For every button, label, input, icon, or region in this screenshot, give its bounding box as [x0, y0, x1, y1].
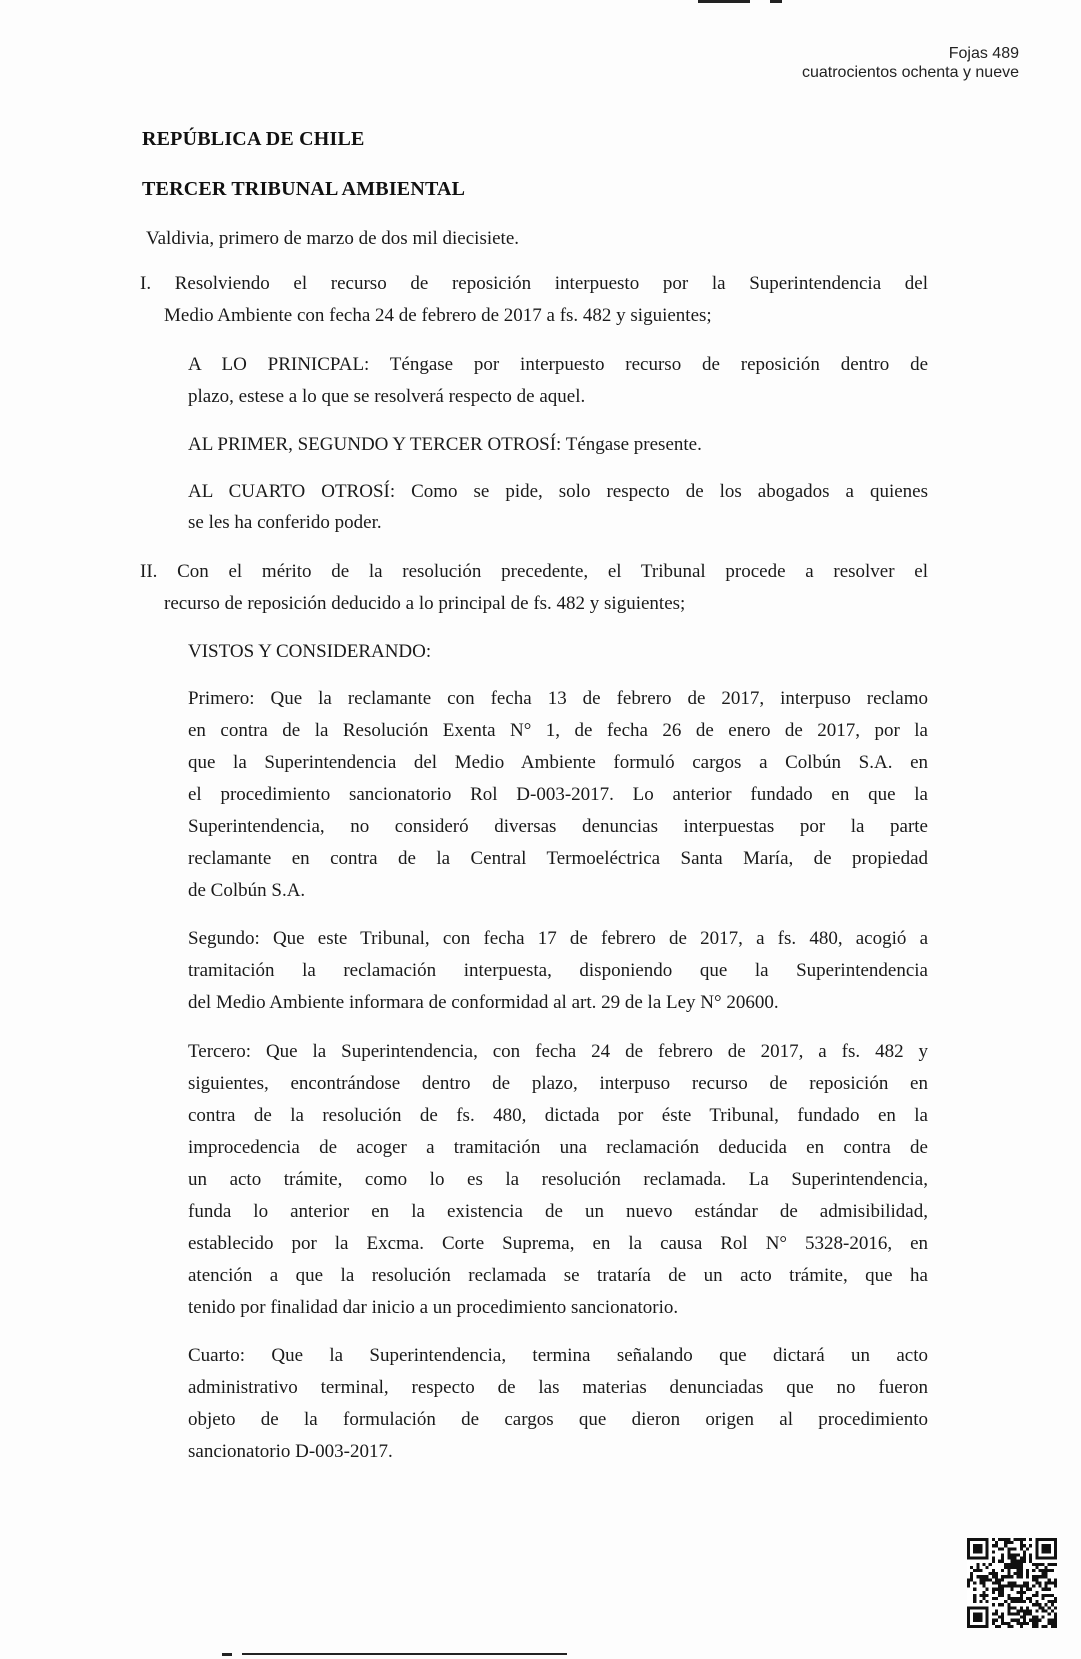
tercero-line: un acto trámite, como lo es la resolución reclamada. La Superintendencia,	[188, 1169, 928, 1190]
principal-line: A LO PRINICPAL: Téngase por interpuesto recurso de reposición dentro de	[188, 354, 928, 375]
otrosi-1-3: AL PRIMER, SEGUNDO Y TERCER OTROSÍ: Téngase presente.	[188, 434, 702, 455]
tercero-line: establecido por la Excma. Corte Suprema, en la causa Rol N° 5328-2016, en	[188, 1233, 928, 1254]
qr-code-icon	[967, 1538, 1057, 1628]
principal-line: plazo, estese a lo que se resolverá respecto de aquel.	[188, 386, 586, 407]
primero-line: que la Superintendencia del Medio Ambiente formuló cargos a Colbún S.A. en	[188, 752, 928, 773]
tercero-line: siguientes, encontrándose dentro de plazo, interpuso recurso de reposición en	[188, 1073, 928, 1094]
fojas-stamp	[802, 44, 1019, 82]
primero-line: de Colbún S.A.	[188, 880, 306, 901]
date-line: Valdivia, primero de marzo de dos mil diecisiete.	[146, 228, 520, 249]
primero-line: Primero: Que la reclamante con fecha 13 de febrero de 2017, interpuso reclamo	[188, 688, 928, 709]
segundo-line: Segundo: Que este Tribunal, con fecha 17 de febrero de 2017, a fs. 480, acogió a	[188, 928, 928, 949]
cuarto-line: Cuarto: Que la Superintendencia, termina señalando que dictará un acto	[188, 1345, 928, 1366]
section-i-line: Medio Ambiente con fecha 24 de febrero de 2017 a fs. 482 y siguientes;	[164, 305, 712, 326]
scan-artifact-top	[698, 0, 750, 3]
fojas-number: Fojas 489	[948, 45, 1019, 62]
primero-line: reclamante en contra de la Central Termoeléctrica Santa María, de propiedad	[188, 848, 928, 869]
tercero-line: improcedencia de acoger a tramitación una reclamación deducida en contra de	[188, 1137, 928, 1158]
segundo-line: del Medio Ambiente informara de conformidad al art. 29 de la Ley N° 20600.	[188, 992, 779, 1013]
tercero-line: tenido por finalidad dar inicio a un procedimiento sancionatorio.	[188, 1297, 679, 1318]
cuarto-line: sancionatorio D-003-2017.	[188, 1441, 393, 1462]
vistos-heading: VISTOS Y CONSIDERANDO:	[188, 641, 432, 662]
otrosi-4-line: AL CUARTO OTROSÍ: Como se pide, solo respecto de los abogados a quienes	[188, 481, 928, 502]
tercero-line: contra de la resolución de fs. 480, dictada por éste Tribunal, fundado en la	[188, 1105, 928, 1126]
section-ii-line: recurso de reposición deducido a lo principal de fs. 482 y siguientes;	[164, 593, 686, 614]
otrosi-4-line: se les ha conferido poder.	[188, 512, 382, 533]
tercero-line: funda lo anterior en la existencia de un nuevo estándar de admisibilidad,	[188, 1201, 928, 1222]
section-ii-line: II. Con el mérito de la resolución precedente, el Tribunal procede a resolver el	[140, 561, 928, 582]
scan-artifact-bottom-small	[222, 1653, 232, 1656]
primero-line: en contra de la Resolución Exenta N° 1, de fecha 26 de enero de 2017, por la	[188, 720, 928, 741]
primero-line: Superintendencia, no consideró diversas denuncias interpuestas por la parte	[188, 816, 928, 837]
scan-artifact-bottom	[242, 1653, 567, 1655]
country-heading: REPÚBLICA DE CHILE	[142, 128, 365, 150]
cuarto-line: objeto de la formulación de cargos que dieron origen al procedimiento	[188, 1409, 928, 1430]
court-heading: TERCER TRIBUNAL AMBIENTAL	[142, 178, 466, 200]
section-i-line: I. Resolviendo el recurso de reposición interpuesto por la Superintendencia del	[140, 273, 928, 294]
segundo-line: tramitación la reclamación interpuesta, disponiendo que la Superintendencia	[188, 960, 928, 981]
tercero-line: atención a que la resolución reclamada se trataría de un acto trámite, que ha	[188, 1265, 928, 1286]
primero-line: el procedimiento sancionatorio Rol D-003-2017. Lo anterior fundado en que la	[188, 784, 928, 805]
tercero-line: Tercero: Que la Superintendencia, con fecha 24 de febrero de 2017, a fs. 482 y	[188, 1041, 928, 1062]
cuarto-line: administrativo terminal, respecto de las materias denunciadas que no fueron	[188, 1377, 928, 1398]
fojas-words: cuatrocientos ochenta y nueve	[801, 64, 1019, 81]
scan-artifact-top-small	[770, 0, 782, 3]
